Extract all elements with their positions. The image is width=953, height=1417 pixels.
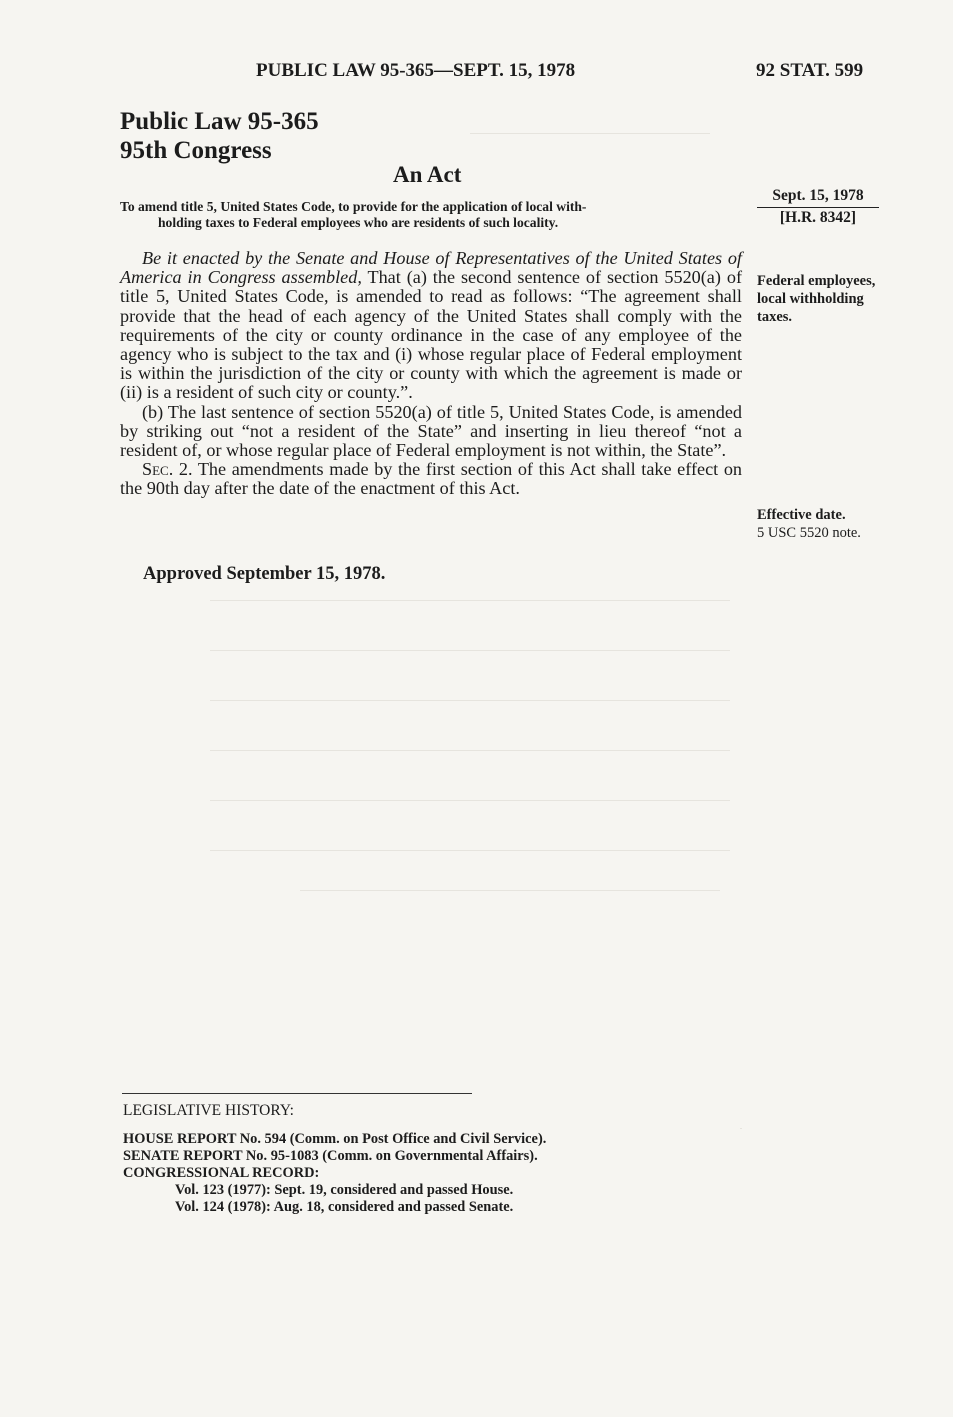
act-body	[120, 249, 742, 499]
congressional-record-label: CONGRESSIONAL RECORD:	[123, 1165, 320, 1181]
act-title: An Act	[393, 162, 462, 187]
history-divider	[122, 1093, 472, 1094]
purpose-line-2: holding taxes to Federal employees who are residents of such locality.	[158, 215, 559, 230]
bill-number: [H.R. 8342]	[779, 209, 857, 226]
enacting-clause: Be it enacted by the Senate and House of Representatives of the United States of America in Congress assembled,	[120, 248, 742, 288]
act-purpose	[120, 199, 745, 231]
record-vol-123: Vol. 123 (1977): Sept. 19, considered and passed House.	[175, 1182, 514, 1198]
statute-page-number: 92 STAT. 599	[756, 60, 864, 81]
senate-report: SENATE REPORT No. 95-1083 (Comm. on Governmental Affairs).	[123, 1148, 538, 1164]
running-header	[0, 60, 953, 86]
paragraph-a-text: That (a) the second sentence of section 5520(a) of title 5, United States Code, is amended to read as follows: “The agreement shall provide that the head of each agency of the United States shall comply with the requirements of the city or county ordinance in the case of any employee of the agency who is subject to the tax and (i) whose regular place of Federal employment is within the jurisdiction of the city or county with which the agreement is made or (ii) is a resident of such city or county.”.	[120, 267, 743, 403]
house-report: HOUSE REPORT No. 594 (Comm. on Post Office and Civil Service).	[123, 1131, 547, 1147]
enactment-date: Sept. 15, 1978	[757, 186, 879, 208]
public-law-number: Public Law 95-365	[120, 108, 319, 135]
margin-date-block	[757, 186, 879, 228]
section-1-paragraph-a	[120, 249, 742, 403]
usc-citation: 5 USC 5520 note.	[757, 525, 861, 541]
section-2-text: The amendments made by the first section of this Act shall take effect on the 90th day after the date of the enactment of this Act.	[120, 459, 743, 499]
running-title: PUBLIC LAW 95-365—SEPT. 15, 1978	[256, 60, 576, 81]
congress-number: 95th Congress	[120, 137, 272, 164]
legislative-history	[123, 1102, 683, 1216]
section-1-paragraph-b: (b) The last sentence of section 5520(a) of title 5, United States Code, is amended by striking out “not a resident of the State” and inserting in lieu thereof “not a resident of, or whose regular place of Federal employment is not within, the State”.	[120, 401, 742, 461]
section-2-label: Sec. 2.	[142, 459, 193, 480]
purpose-line-1: To amend title 5, United States Code, to provide for the application of local with-	[120, 199, 587, 214]
law-heading	[120, 107, 319, 165]
record-vol-124: Vol. 124 (1978): Aug. 18, considered and passed Senate.	[175, 1199, 514, 1215]
side-note-federal-employees: Federal employees, local withholding taxes.	[757, 273, 876, 325]
section-2	[120, 460, 742, 498]
approval-date: Approved September 15, 1978.	[143, 564, 386, 584]
effective-date-label: Effective date.	[757, 507, 846, 523]
history-title: LEGISLATIVE HISTORY:	[123, 1102, 294, 1119]
side-note-effective-date	[757, 506, 887, 542]
